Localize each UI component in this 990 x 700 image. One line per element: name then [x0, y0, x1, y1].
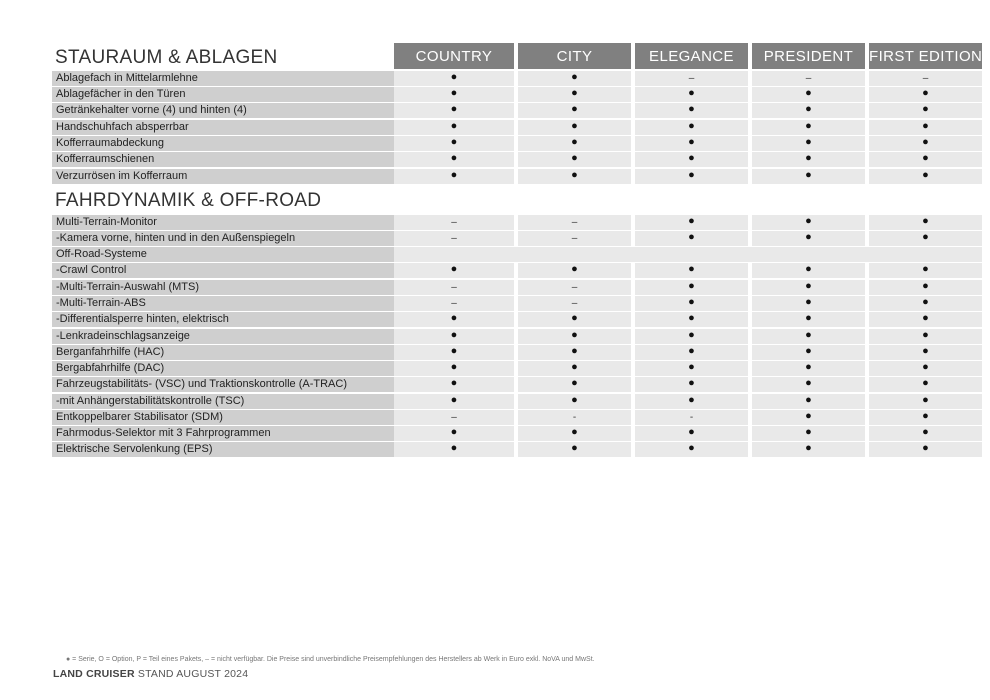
- value-cell: ●: [394, 136, 514, 151]
- value-cell: ●: [635, 103, 748, 118]
- value-cell: ●: [394, 120, 514, 135]
- value-cell: –: [518, 215, 631, 230]
- row-label: Kofferraumschienen: [52, 152, 394, 167]
- value-cell: ●: [869, 120, 982, 135]
- value-cell: ●: [394, 345, 514, 360]
- value-cell: ●: [869, 103, 982, 118]
- value-cell: ●: [869, 345, 982, 360]
- value-cell: ●: [869, 152, 982, 167]
- value-cell: ●: [752, 296, 865, 311]
- row-label: Berganfahrhilfe (HAC): [52, 345, 394, 360]
- footer-subtitle: STAND AUGUST 2024: [137, 668, 249, 680]
- table-row: [52, 345, 982, 360]
- value-cell: –: [394, 215, 514, 230]
- value-cell: ●: [752, 152, 865, 167]
- value-cell: ●: [518, 329, 631, 344]
- row-label: Bergabfahrhilfe (DAC): [52, 361, 394, 376]
- row-label: Off-Road-Systeme: [52, 247, 394, 262]
- value-cell: ●: [752, 312, 865, 327]
- value-cell: ●: [635, 231, 748, 246]
- value-cell: ●: [752, 377, 865, 392]
- value-cell: ●: [752, 442, 865, 457]
- section-title-storage: STAURAUM & ABLAGEN: [55, 47, 278, 68]
- table-row: [52, 215, 982, 230]
- value-cell: ●: [518, 345, 631, 360]
- row-label: Multi-Terrain-Monitor: [52, 215, 394, 230]
- row-label: Fahrmodus-Selektor mit 3 Fahrprogrammen: [52, 426, 394, 441]
- row-label: Fahrzeugstabilitäts- (VSC) und Traktionskontrolle (A-TRAC): [52, 377, 394, 392]
- value-cell: ●: [394, 87, 514, 102]
- value-cell: ●: [635, 312, 748, 327]
- value-cell: –: [869, 71, 982, 86]
- value-cell: ●: [394, 329, 514, 344]
- table-row: [52, 394, 982, 409]
- value-cell: ●: [518, 442, 631, 457]
- table-row: [52, 71, 982, 86]
- footer: [53, 668, 248, 680]
- value-cell: –: [394, 410, 514, 425]
- table-row: [52, 263, 982, 278]
- column-header: COUNTRY: [394, 43, 514, 69]
- table-row: [52, 329, 982, 344]
- value-cell: ●: [394, 426, 514, 441]
- value-cell: ●: [518, 312, 631, 327]
- value-cell: ●: [518, 169, 631, 184]
- value-cell: ●: [635, 361, 748, 376]
- value-cell: ●: [752, 345, 865, 360]
- value-cell: –: [752, 71, 865, 86]
- value-cell: ●: [394, 442, 514, 457]
- row-label: -Kamera vorne, hinten und in den Außenspiegeln: [52, 231, 394, 246]
- value-cell: ●: [869, 394, 982, 409]
- section-title-driving: FAHRDYNAMIK & OFF-ROAD: [55, 190, 322, 211]
- table-row: [52, 136, 982, 151]
- value-cell: ●: [518, 87, 631, 102]
- value-cell: –: [635, 71, 748, 86]
- value-cell: ●: [752, 426, 865, 441]
- value-cell: –: [394, 280, 514, 295]
- row-label: -mit Anhängerstabilitätskontrolle (TSC): [52, 394, 394, 409]
- value-cell: ●: [752, 87, 865, 102]
- value-cell: ●: [635, 394, 748, 409]
- value-cell: ●: [394, 394, 514, 409]
- value-cell: ●: [394, 263, 514, 278]
- table-row: [52, 410, 982, 425]
- value-cell: ●: [869, 329, 982, 344]
- footer-brand: LAND CRUISER: [53, 668, 135, 680]
- value-cell: ●: [752, 410, 865, 425]
- value-cell: ●: [518, 426, 631, 441]
- column-header: PRESIDENT: [752, 43, 865, 69]
- table-row: [52, 426, 982, 441]
- value-cell: ●: [635, 87, 748, 102]
- value-cell: ●: [869, 312, 982, 327]
- value-cell: ●: [394, 361, 514, 376]
- value-cell: ●: [635, 169, 748, 184]
- value-cell: –: [518, 280, 631, 295]
- value-cell: ●: [518, 263, 631, 278]
- value-cell: ●: [869, 296, 982, 311]
- value-cell: ●: [869, 231, 982, 246]
- footnote: ● = Serie, O = Option, P = Teil eines Pakets, – = nicht verfügbar. Die Preise sind unverbindliche Preisempfehlungen des Herstellers ab Werk in Euro exkl. NoVA und MwSt.: [66, 656, 595, 663]
- value-cell: –: [518, 296, 631, 311]
- table-row: [52, 120, 982, 135]
- row-label: -Differentialsperre hinten, elektrisch: [52, 312, 394, 327]
- table-row: [52, 231, 982, 246]
- table-row: [52, 280, 982, 295]
- value-cell: ●: [869, 410, 982, 425]
- column-header: CITY: [518, 43, 631, 69]
- table-row: [52, 296, 982, 311]
- value-cell: ●: [869, 215, 982, 230]
- value-cell: ●: [518, 377, 631, 392]
- value-cell: ●: [394, 71, 514, 86]
- value-cell: -: [635, 410, 748, 425]
- value-cell: ●: [869, 426, 982, 441]
- value-cell: ●: [635, 280, 748, 295]
- value-cell: ●: [518, 103, 631, 118]
- row-spacer-cell: [394, 247, 982, 262]
- table-row: [52, 87, 982, 102]
- value-cell: ●: [518, 120, 631, 135]
- value-cell: ●: [752, 280, 865, 295]
- value-cell: ●: [635, 426, 748, 441]
- row-label: -Crawl Control: [52, 263, 394, 278]
- value-cell: ●: [635, 120, 748, 135]
- value-cell: ●: [635, 377, 748, 392]
- value-cell: ●: [752, 329, 865, 344]
- value-cell: -: [518, 410, 631, 425]
- value-cell: ●: [752, 215, 865, 230]
- row-label: -Lenkradeinschlagsanzeige: [52, 329, 394, 344]
- value-cell: ●: [635, 263, 748, 278]
- value-cell: ●: [518, 394, 631, 409]
- row-label: Ablagefächer in den Türen: [52, 87, 394, 102]
- value-cell: ●: [394, 312, 514, 327]
- value-cell: ●: [752, 103, 865, 118]
- value-cell: ●: [635, 345, 748, 360]
- table-row: [52, 152, 982, 167]
- row-label: Verzurrösen im Kofferraum: [52, 169, 394, 184]
- value-cell: ●: [635, 296, 748, 311]
- value-cell: ●: [635, 215, 748, 230]
- value-cell: ●: [752, 361, 865, 376]
- value-cell: ●: [518, 71, 631, 86]
- value-cell: ●: [752, 394, 865, 409]
- value-cell: ●: [635, 136, 748, 151]
- row-label: -Multi-Terrain-ABS: [52, 296, 394, 311]
- row-label: -Multi-Terrain-Auswahl (MTS): [52, 280, 394, 295]
- value-cell: ●: [518, 361, 631, 376]
- value-cell: ●: [635, 442, 748, 457]
- table-row: [52, 312, 982, 327]
- value-cell: ●: [869, 377, 982, 392]
- table-row: [52, 377, 982, 392]
- value-cell: –: [394, 296, 514, 311]
- value-cell: –: [394, 231, 514, 246]
- value-cell: ●: [635, 329, 748, 344]
- value-cell: –: [518, 231, 631, 246]
- table-row: [52, 247, 982, 262]
- row-label: Kofferraumabdeckung: [52, 136, 394, 151]
- value-cell: ●: [518, 152, 631, 167]
- value-cell: ●: [394, 169, 514, 184]
- value-cell: ●: [869, 442, 982, 457]
- column-header: ELEGANCE: [635, 43, 748, 69]
- row-label: Handschuhfach absperrbar: [52, 120, 394, 135]
- table-row: [52, 442, 982, 457]
- table-row: [52, 103, 982, 118]
- value-cell: ●: [752, 136, 865, 151]
- value-cell: ●: [752, 231, 865, 246]
- row-label: Elektrische Servolenkung (EPS): [52, 442, 394, 457]
- value-cell: ●: [394, 103, 514, 118]
- row-label: Ablagefach in Mittelarmlehne: [52, 71, 394, 86]
- column-header: FIRST EDITION: [869, 43, 982, 69]
- value-cell: ●: [869, 263, 982, 278]
- value-cell: ●: [518, 136, 631, 151]
- value-cell: ●: [635, 152, 748, 167]
- value-cell: ●: [752, 120, 865, 135]
- table-row: [52, 361, 982, 376]
- value-cell: ●: [752, 263, 865, 278]
- value-cell: ●: [869, 361, 982, 376]
- value-cell: ●: [752, 169, 865, 184]
- value-cell: ●: [869, 87, 982, 102]
- value-cell: ●: [869, 169, 982, 184]
- value-cell: ●: [394, 152, 514, 167]
- value-cell: ●: [394, 377, 514, 392]
- row-label: Getränkehalter vorne (4) und hinten (4): [52, 103, 394, 118]
- row-label: Entkoppelbarer Stabilisator (SDM): [52, 410, 394, 425]
- table-row: [52, 169, 982, 184]
- value-cell: ●: [869, 136, 982, 151]
- value-cell: ●: [869, 280, 982, 295]
